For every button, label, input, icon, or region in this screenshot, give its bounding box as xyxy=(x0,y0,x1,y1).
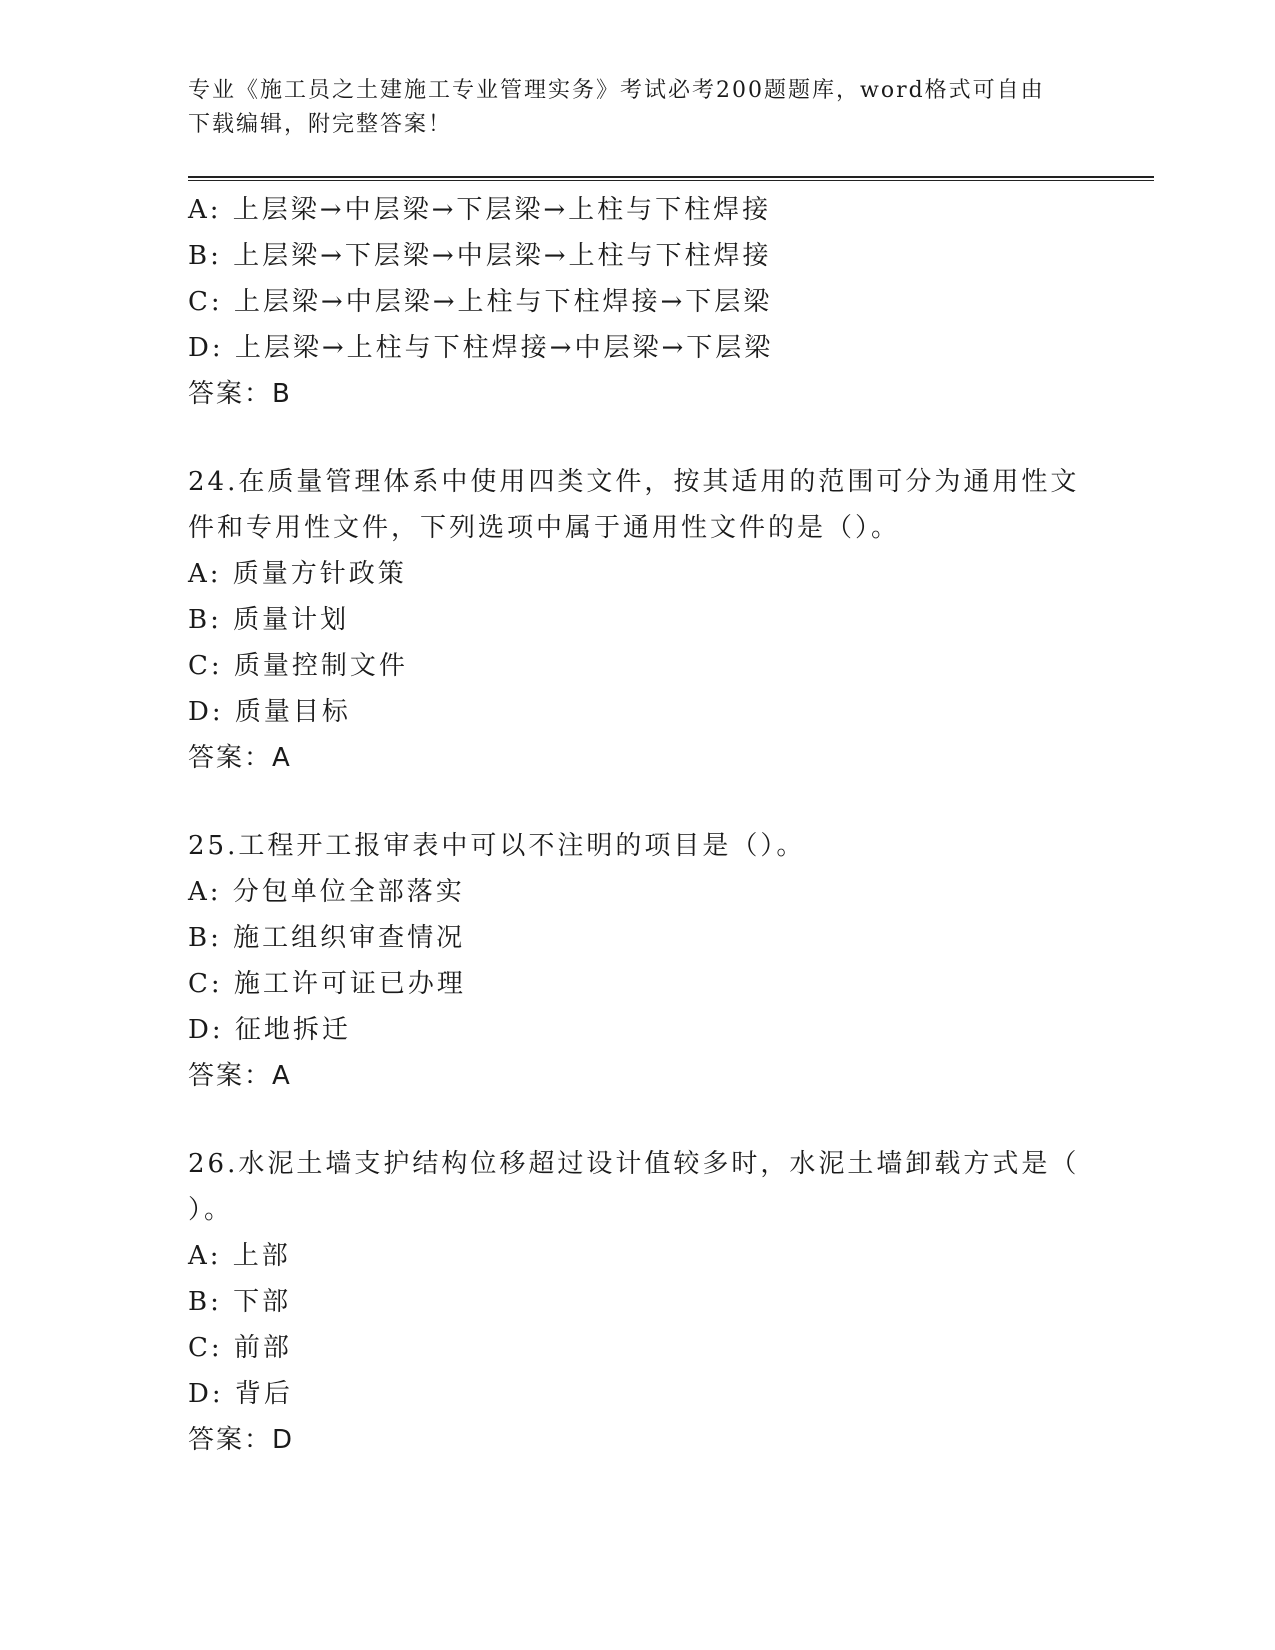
spacer xyxy=(188,417,1078,459)
spacer xyxy=(188,1099,1078,1141)
option-a: A: 质量方针政策 xyxy=(188,559,407,589)
question-stem-line-1: 26.水泥土墙支护结构位移超过设计值较多时，水泥土墙卸载方式是（ xyxy=(188,1149,1080,1179)
option-c: C: 质量控制文件 xyxy=(188,651,408,681)
question-24 xyxy=(188,459,1078,781)
answer: 答案：B xyxy=(188,379,292,409)
option-a: A: 分包单位全部落实 xyxy=(188,877,465,907)
option-d: D: 背后 xyxy=(188,1379,293,1409)
header-line-1: 专业《施工员之土建施工专业管理实务》考试必考200题题库，word格式可自由 xyxy=(188,78,1045,103)
spacer xyxy=(188,781,1078,823)
option-b: B: 施工组织审查情况 xyxy=(188,923,466,953)
option-b: B: 质量计划 xyxy=(188,605,350,635)
option-c: C: 施工许可证已办理 xyxy=(188,969,466,999)
option-a: A: 上部 xyxy=(188,1241,291,1271)
question-stem-line-2: ）。 xyxy=(188,1195,234,1225)
question-stem-line-1: 24.在质量管理体系中使用四类文件，按其适用的范围可分为通用性文 xyxy=(188,467,1080,497)
option-c: C: 前部 xyxy=(188,1333,292,1363)
question-25 xyxy=(188,823,1078,1099)
option-b: B: 上层梁→下层梁→中层梁→上柱与下柱焊接 xyxy=(188,241,772,271)
option-c: C: 上层梁→中层梁→上柱与下柱焊接→下层梁 xyxy=(188,287,773,317)
option-d: D: 质量目标 xyxy=(188,697,351,727)
question-stem-line-2: 件和专用性文件，下列选项中属于通用性文件的是（）。 xyxy=(188,513,901,543)
header-divider xyxy=(188,176,1154,181)
option-a: A: 上层梁→中层梁→下层梁→上柱与下柱焊接 xyxy=(188,195,772,225)
question-26 xyxy=(188,1141,1078,1463)
answer: 答案：A xyxy=(188,743,292,773)
question-23 xyxy=(188,187,1078,417)
answer: 答案：D xyxy=(188,1425,295,1455)
question-stem-line-1: 25.工程开工报审表中可以不注明的项目是（）。 xyxy=(188,831,806,861)
question-content xyxy=(188,187,1078,1463)
document-header xyxy=(188,74,1068,142)
option-b: B: 下部 xyxy=(188,1287,292,1317)
answer: 答案：A xyxy=(188,1061,292,1091)
option-d: D: 征地拆迁 xyxy=(188,1015,351,1045)
header-line-2: 下载编辑，附完整答案！ xyxy=(188,112,453,137)
option-d: D: 上层梁→上柱与下柱焊接→中层梁→下层梁 xyxy=(188,333,774,363)
